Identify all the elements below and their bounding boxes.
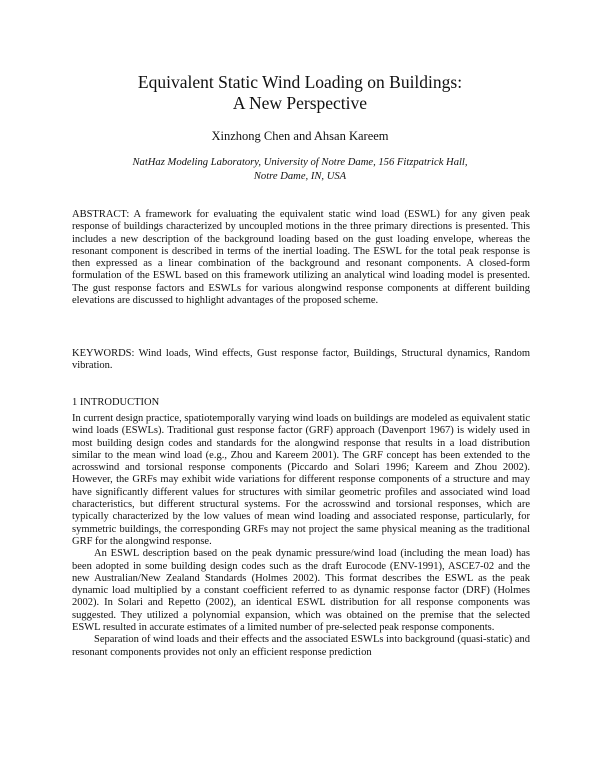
intro-paragraph-3: Separation of wind loads and their effects and the associated ESWLs into background (quasi-static) and resonant components provides not only an efficient response prediction: [72, 634, 530, 658]
authors: Xinzhong Chen and Ahsan Kareem: [211, 129, 389, 143]
introduction-body: [72, 413, 530, 659]
abstract: ABSTRACT: A framework for evaluating the equivalent static wind load (ESWL) for any given peak response of buildings characterized by uncoupled motions in the three primary directions is presented. This includes a new description of the background loading based on the gust loading envelope, whereas the resonant component is described in terms of the inertial loading. The ESWL for the total peak response is then expressed as a linear combination of the background and resonant components. A closed-form formulation of the ESWL based on this framework utilizing an analytical wind loading model is presented. The gust response factors and ESWLs for various alongwind response components at different building elevations are discussed to highlight advantages of the proposed scheme.: [72, 209, 530, 307]
keywords: KEYWORDS: Wind loads, Wind effects, Gust response factor, Buildings, Structural dynamics, Random vibration.: [72, 348, 530, 372]
paper-title: [0, 72, 600, 114]
affiliation: [0, 156, 600, 184]
affiliation-line-2: Notre Dame, IN, USA: [253, 171, 347, 182]
section-heading-introduction: 1 INTRODUCTION: [72, 397, 160, 408]
title-line-2: A New Perspective: [232, 93, 368, 113]
intro-paragraph-1: In current design practice, spatiotemporally varying wind loads on buildings are modeled as equivalent static wind loads (ESWLs). Traditional gust response factor (GRF) approach (Davenport 1967) is widely used in most building design codes and standards for the alongwind response that results in a load distribution similar to the mean wind load (e.g., Zhou and Kareem 2001). The GRF concept has been extended to the acrosswind and torsional response components (Piccardo and Solari 1996; Kareem and Zhou 2002). However, the GRFs may exhibit wide variations for different response components of a structure and may have significantly different values for structures with similar geometric profiles and associated wind load characteristics, but different structural systems. For the acrosswind and torsional responses, which are typically characterized by the low values of mean wind loading and associated response, particularly, for symmetric buildings, the corresponding GRFs may not project the same physical meaning as the traditional GRF for the alongwind response.: [72, 413, 530, 547]
title-line-1: Equivalent Static Wind Loading on Buildings:: [137, 72, 463, 92]
affiliation-line-1: NatHaz Modeling Laboratory, University of Notre Dame, 156 Fitzpatrick Hall,: [132, 157, 468, 168]
intro-paragraph-2: An ESWL description based on the peak dynamic pressure/wind load (including the mean load) has been adopted in some building design codes such as the draft Eurocode (ENV-1991), ASCE7-02 and the new Australian/New Zealand Standards (Holmes 2002). This format describes the ESWL as the peak dynamic load multiplied by a constant coefficient referred to as dynamic response factor (DRF) (Holmes 2002). In Solari and Repetto (2002), an identical ESWL distribution for all response components was suggested. They utilized a polynomial expansion, which was obtained on the premise that the selected ESWL resulted in accurate estimates of a limited number of pre-selected peak response components.: [72, 548, 530, 634]
